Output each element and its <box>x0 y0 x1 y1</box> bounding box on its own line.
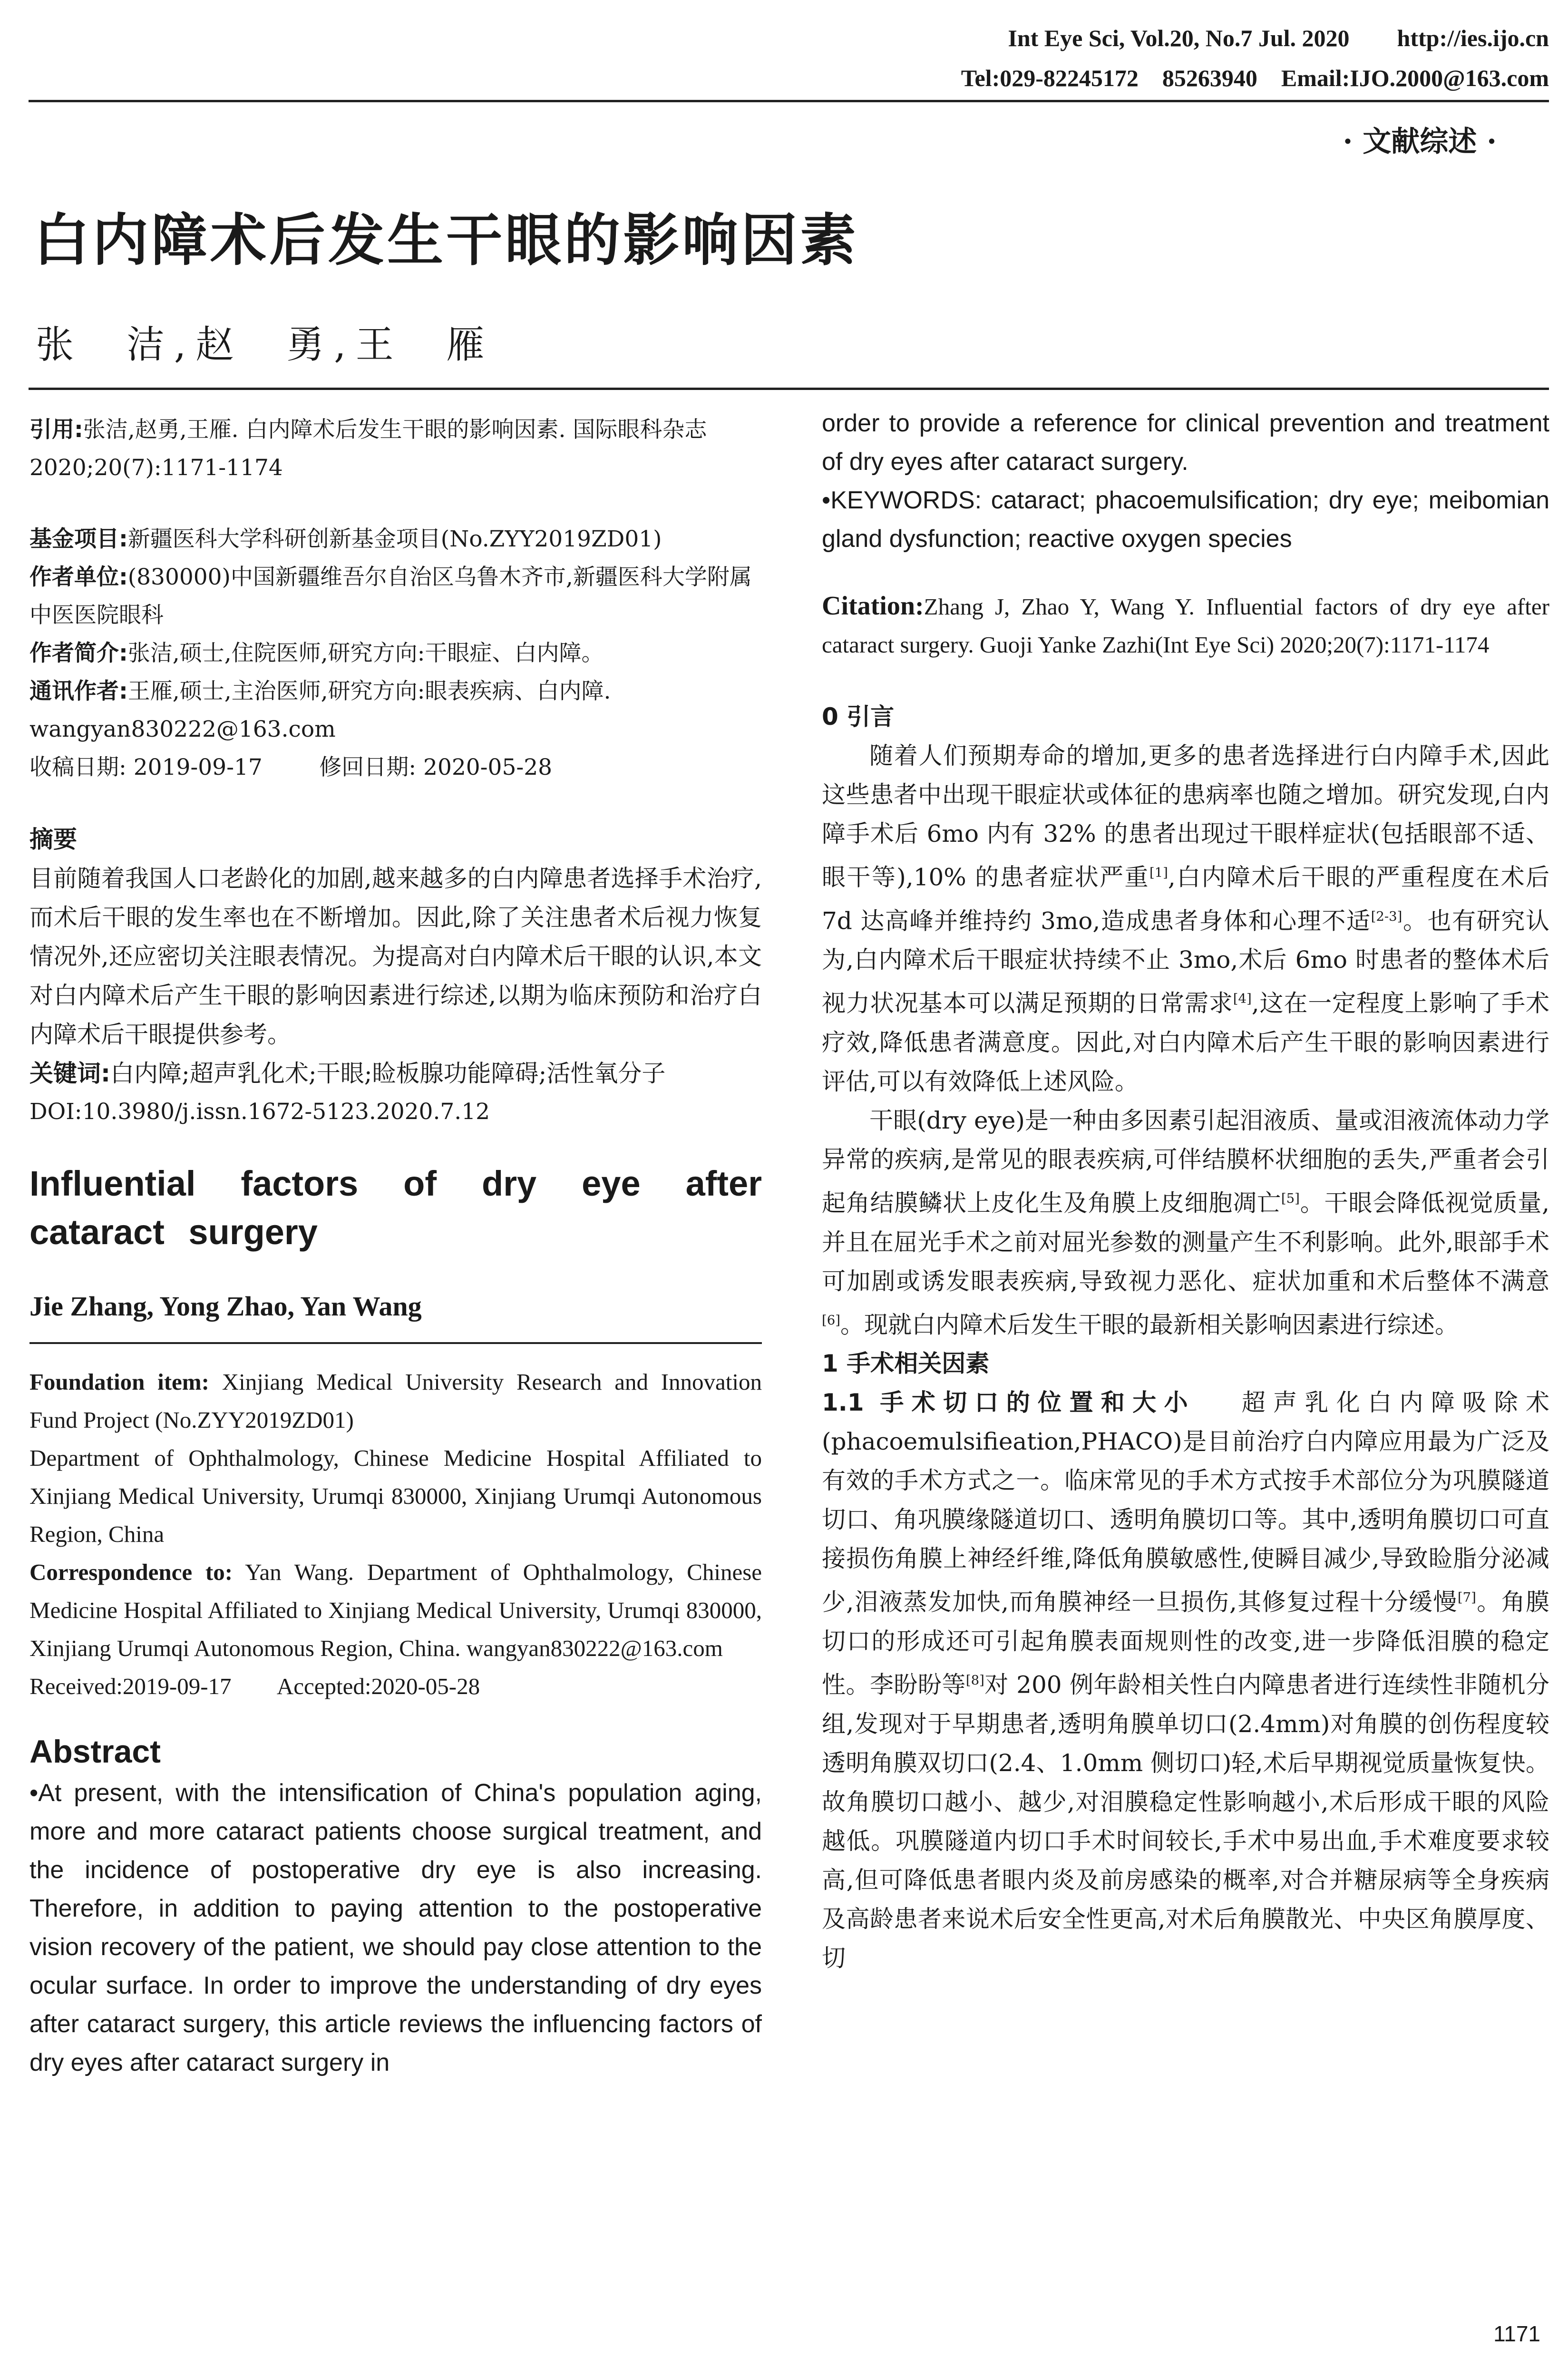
ref-4[interactable]: [4] <box>1233 991 1252 1007</box>
citation-zh: 引用:张洁,赵勇,王雁. 白内障术后发生干眼的影响因素. 国际眼科杂志 2020;20(7):1171-1174 <box>29 417 707 481</box>
authors-en: Jie Zhang, Yong Zhao, Yan Wang <box>29 1291 422 1322</box>
abstract-en-title: Abstract <box>29 1734 161 1770</box>
citation-en: Citation:Zhang J, Zhao Y, Wang Y. Influential factors of dry eye after cataract surgery. Guoji Yanke Zazhi(Int Eye Sci) 2020;20(7):1171-1174 <box>822 591 1549 658</box>
section-0-paragraph-2: 干眼(dry eye)是一种由多因素引起泪液质、量或泪液流体动力学异常的疾病,是常见的眼表疾病,可伴结膜杯状细胞的丢失,严重者会引起角结膜鳞状上皮化生及角膜上皮细胞凋亡[5]。干眼会降低视觉质量,并且在屈光手术之前对屈光参数的测量产生不利影响。此外,眼部手术可加剧或诱发眼表疾病,导致视力恶化、症状加重和术后整体不满意[6]。现就白内障术后发生干眼的最新相关影响因素进行综述。 <box>822 1106 1549 1339</box>
header-line-2: Tel:029-82245172 85263940 Email:IJO.2000@163.com <box>961 65 1549 91</box>
section-1-title: 1 手术相关因素 <box>822 1350 990 1378</box>
section-1-1-title: 1.1 手术切口的位置和大小 <box>822 1389 1196 1417</box>
author-bio: 作者简介:张洁,硕士,住院医师,研究方向:干眼症、白内障。 <box>29 640 604 666</box>
corresponding-author: 通讯作者:王雁,硕士,主治医师,研究方向:眼表疾病、白内障. wangyan830222@163.com <box>29 678 611 742</box>
authors-rule <box>29 388 1549 390</box>
correspondence-en: Correspondence to: Yan Wang. Department of Ophthalmology, Chinese Medicine Hospital Affiliated to Xinjiang Medical University, Urumqi 830000, Xinjiang Urumqi Autonomous Region, China. wangyan830222@163.com <box>29 1559 762 1661</box>
ref-2-3[interactable]: [2-3] <box>1371 908 1402 924</box>
ref-1[interactable]: [1] <box>1149 865 1168 880</box>
abstract-zh: 目前随着我国人口老龄化的加剧,越来越多的白内障患者选择手术治疗,而术后干眼的发生率也在不断增加。因此,除了关注患者术后视力恢复情况外,还应密切关注眼表情况。为提高对白内障术后干眼的认识,本文对白内障术后产生干眼的影响因素进行综述,以期为临床预防和治疗白内障术后干眼提供参考。 <box>29 865 762 1048</box>
header-rule <box>29 100 1549 102</box>
author-unit: 作者单位:(830000)中国新疆维吾尔自治区乌鲁木齐市,新疆医科大学附属中医医院眼科 <box>29 564 752 628</box>
ref-6[interactable]: [6] <box>822 1312 840 1328</box>
fund-info: 基金项目:新疆医科大学科研创新基金项目(No.ZYY2019ZD01) <box>29 526 662 552</box>
article-title-en: Influential factors of dry eye after cataract surgery <box>29 1164 762 1252</box>
journal-header <box>961 18 1549 98</box>
section-tag: · 文献综述 · <box>1343 125 1497 158</box>
keywords-en: • KEYWORDS: cataract; phacoemulsification; dry eye; meibomian gland dysfunction; reactive oxygen species <box>822 481 1549 558</box>
section-0-paragraph-1: 随着人们预期寿命的增加,更多的患者选择进行白内障手术,因此这些患者中出现干眼症状或体征的患病率也随之增加。研究发现,白内障手术后 6mo 内有 32% 的患者出现过干眼样症状(包括眼部不适、眼干等),10% 的患者症状严重[1],白内障术后干眼的严重程度在术后 7d 达高峰并维持约 3mo,造成患者身体和心理不适[2-3]。也有研究认为,白内障术后干眼症状持续不止 3mo,术后 6mo 时患者的整体术后视力状况基本可以满足预期的日常需求[4],这在一定程度上影响了手术疗效,降低患者满意度。因此,对白内障术后产生干眼的影响因素进行评估,可以有效降低上述风险。 <box>822 742 1550 1095</box>
foundation-item: Foundation item: Xinjiang Medical University Research and Innovation Fund Project (No.ZYY2019ZD01) <box>29 1369 762 1433</box>
header-line-1: Int Eye Sci, Vol.20, No.7 Jul. 2020 http://ies.ijo.cn <box>1008 25 1549 51</box>
abstract-zh-title: 摘要 <box>29 826 77 853</box>
received-en: Received:2019-09-17 Accepted:2020-05-28 <box>29 1673 480 1699</box>
page-number: 1171 <box>1493 2321 1540 2346</box>
department-en: Department of Ophthalmology, Chinese Medicine Hospital Affiliated to Xinjiang Medical University, Urumqi 830000, Xinjiang Urumqi Autonomous Region, China <box>29 1445 762 1547</box>
keywords-zh: 关键词:白内障;超声乳化术;干眼;睑板腺功能障碍;活性氧分子 <box>29 1060 666 1087</box>
abstract-en: • At present, with the intensification of China's population aging, more and more cataract patients choose surgical treatment, and the incidence of postoperative dry eye is also increasing. Therefore, in addition to paying attention to the postoperative vision recovery of the patient, we should pay close attention to the ocular surface. In order to improve the understanding of dry eyes after cataract surgery, this article reviews the influencing factors of dry eyes after cataract surgery in <box>29 1774 762 2082</box>
article-authors: 张 洁,赵 勇,王 雁 <box>36 322 494 367</box>
received-dates-zh: 收稿日期: 2019-09-17 修回日期: 2020-05-28 <box>29 754 553 780</box>
section-1-1-paragraph: 1.1 手术切口的位置和大小 超声乳化白内障吸除术(phacoemulsifieation,PHACO)是目前治疗白内障应用最为广泛及有效的手术方式之一。临床常见的手术方式按手术部位分为巩膜隧道切口、角巩膜缘隧道切口、透明角膜切口等。其中,透明角膜切口可直接损伤角膜上神经纤维,降低角膜敏感性,使瞬目减少,导致睑脂分泌减少,泪液蒸发加快,而角膜神经一旦损伤,其修复过程十分缓慢[7]。角膜切口的形成还可引起角膜表面规则性的改变,进一步降低泪膜的稳定性。李盼盼等[8]对 200 例年龄相关性白内障患者进行连续性非随机分组,发现对于早期患者,透明角膜单切口(2.4mm)对角膜的创伤程度较透明角膜双切口(2.4、1.0mm 侧切口)轻,术后早期视觉质量恢复快。故角膜切口越小、越少,对泪膜稳定性影响越小,术后形成干眼的风险越低。巩膜隧道内切口手术时间较长,手术中易出血,手术难度要求较高,但可降低患者眼内炎及前房感染的概率,对合并糖尿病等全身疾病及高龄患者来说术后安全性更高,对术后角膜散光、中央区角膜厚度、切 <box>822 1389 1550 1972</box>
ref-7[interactable]: [7] <box>1457 1590 1476 1606</box>
left-column <box>29 404 762 2082</box>
right-column <box>822 404 1549 1978</box>
doi: DOI:10.3980/j.issn.1672-5123.2020.7.12 <box>29 1099 490 1125</box>
ref-8[interactable]: [8] <box>965 1672 984 1688</box>
abstract-en-continued: order to provide a reference for clinical prevention and treatment of dry eyes after cataract surgery. <box>822 409 1549 476</box>
ref-5[interactable]: [5] <box>1281 1190 1300 1206</box>
article-title: 白内障术后发生干眼的影响因素 <box>33 207 859 273</box>
section-0-title: 0 引言 <box>822 703 895 731</box>
authors-en-rule <box>29 1342 762 1344</box>
